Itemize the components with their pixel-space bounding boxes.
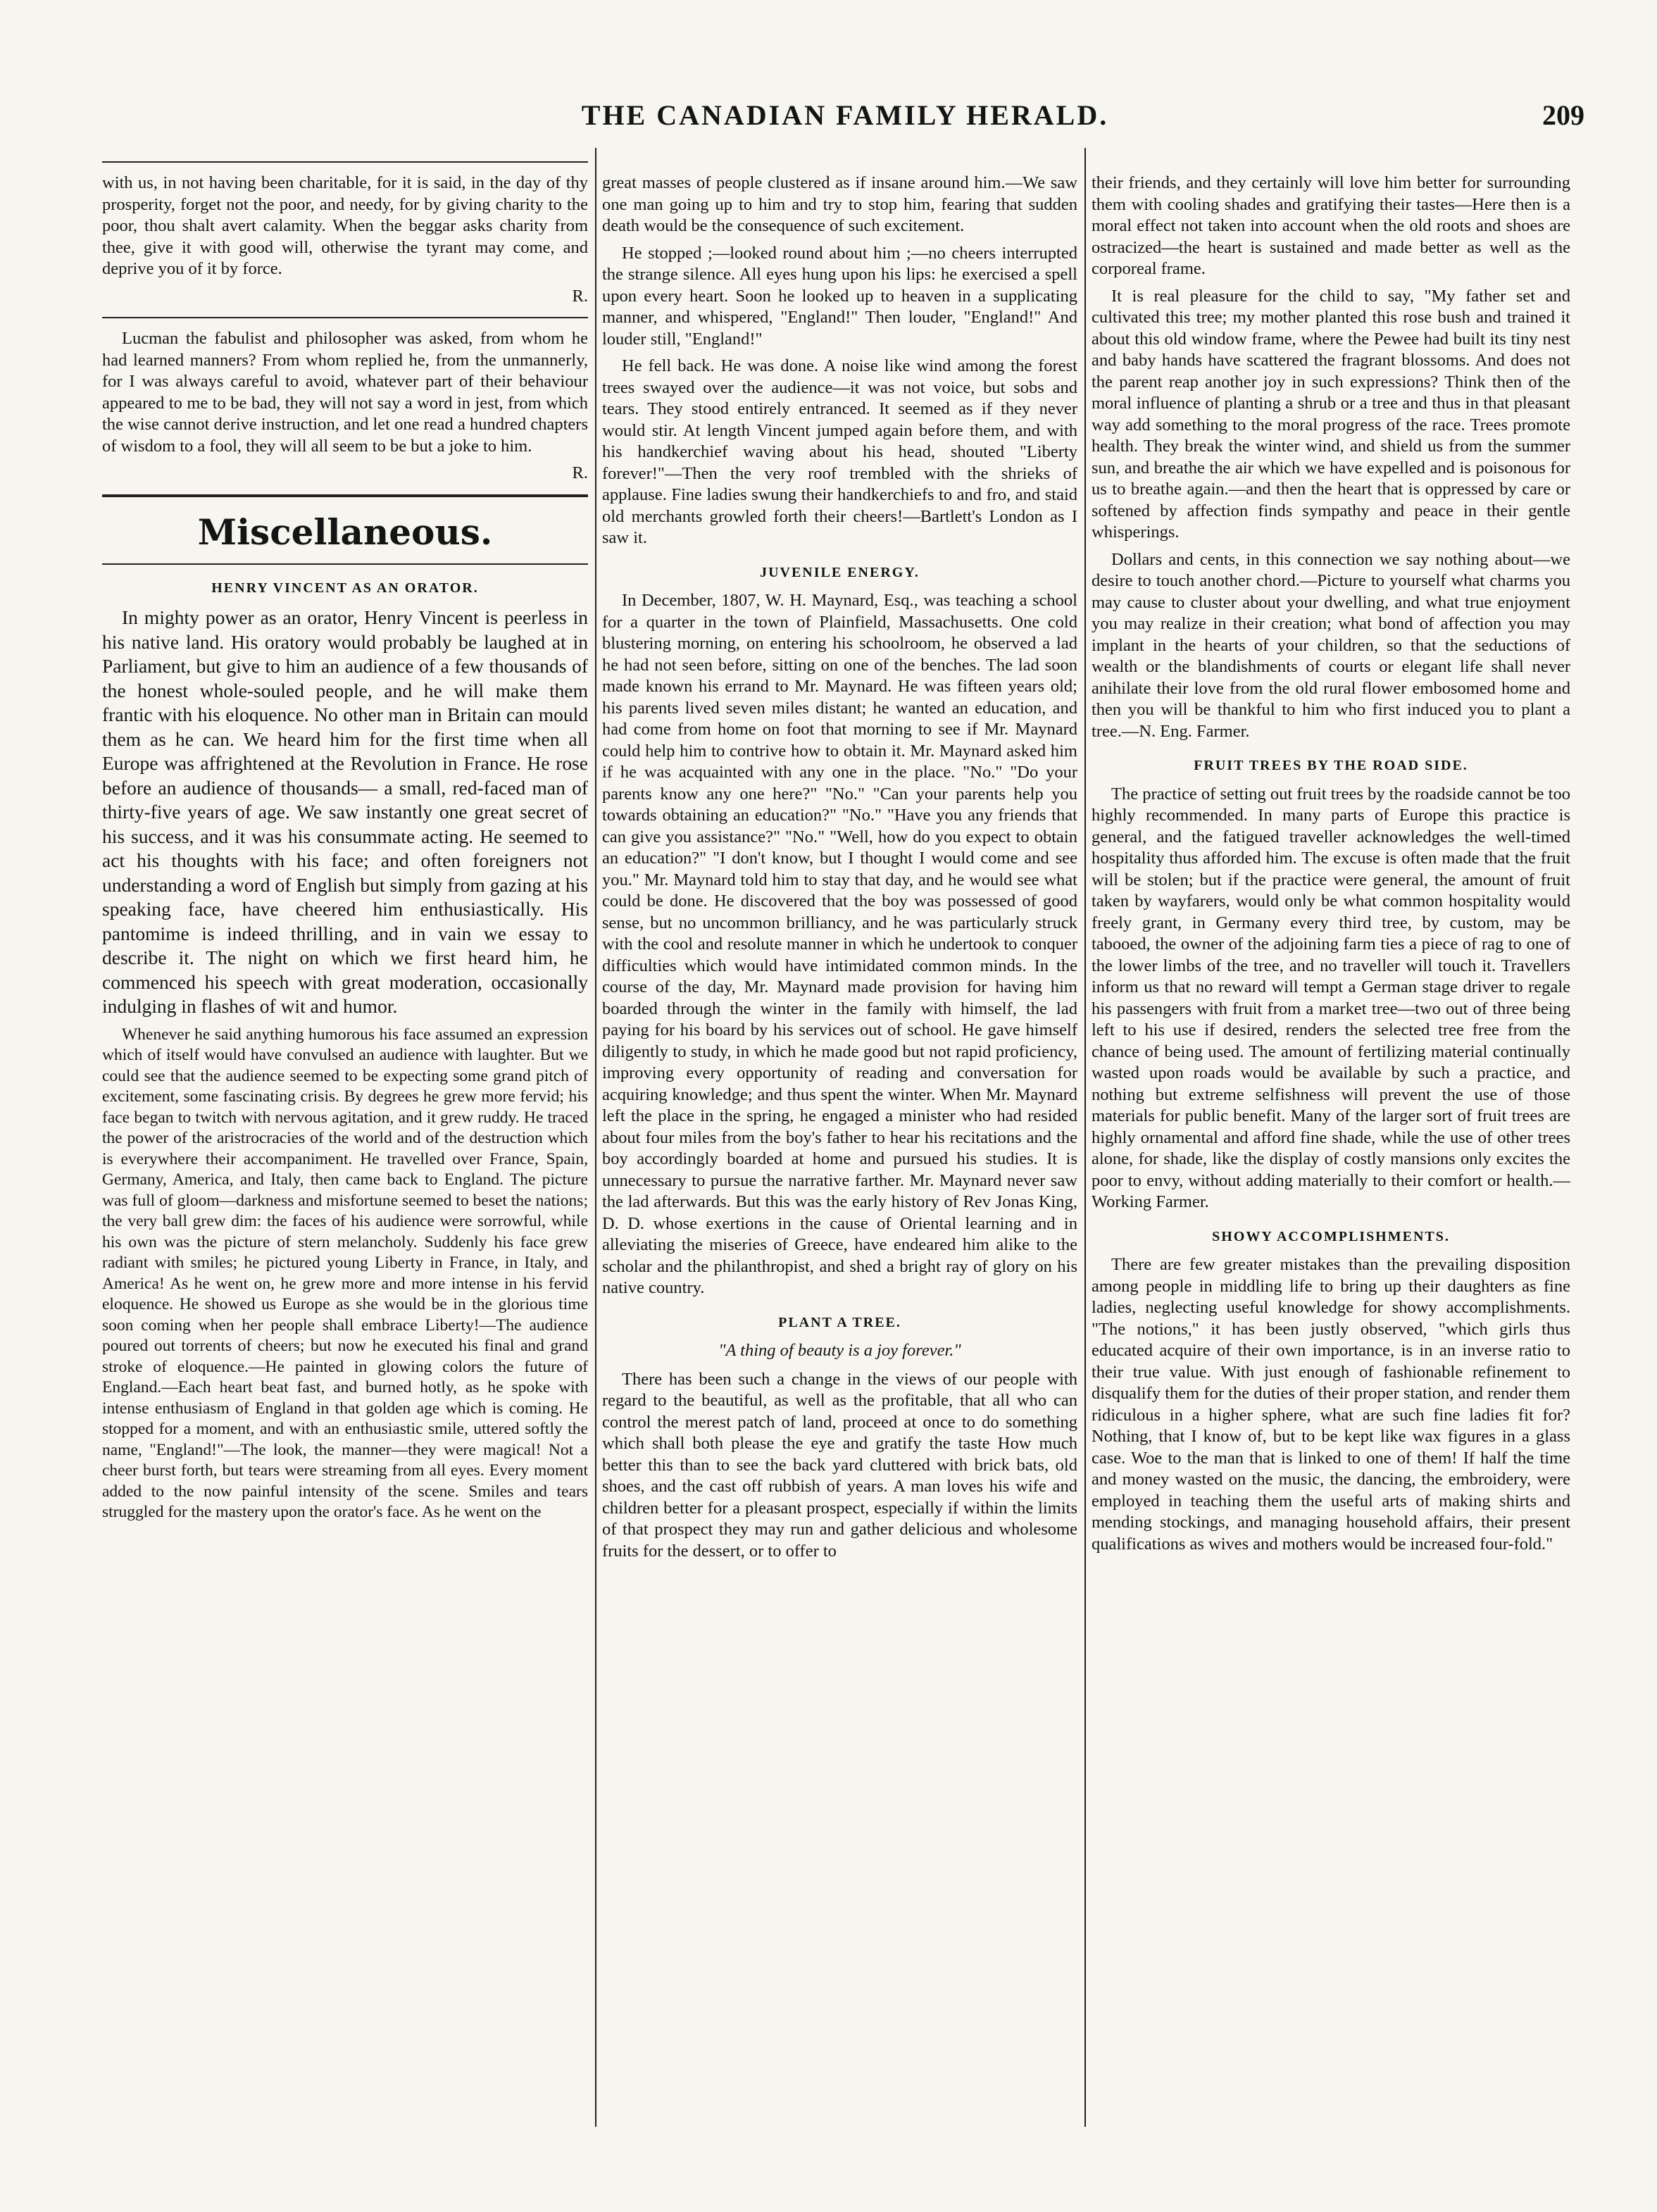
top-spacer	[1092, 161, 1570, 163]
article-title: FRUIT TREES BY THE ROAD SIDE.	[1194, 758, 1468, 773]
paragraph-tree-4: Dollars and cents, in this connection we say nothing about—we desire to touch another chord.—Picture to yourself what charms you may cause to cluster about your dwelling, and what true enjoyment you may realize in their creation; what bond of affection you may implant in the hearts of your children, so that the seductions of wealth or the blandishments of courts or elegant life shall never anihilate their love from the old rural flower embosomed home and then you will be thankful to him who first induced you to plant a tree.—N. Eng. Farmer.	[1092, 549, 1570, 741]
article-title: JUVENILE ENERGY.	[760, 564, 920, 580]
paragraph-juvenile-energy: In December, 1807, W. H. Maynard, Esq., was teaching a school for a quarter in the town of Plainfield, Massachusetts. One cold blustering morning, on entering his schoolroom, he observed a lad he had not seen before, sitting on one of the benches. The lad soon made known his errand to Mr. Maynard. He was fifteen years old; his parents lived seven miles distant; he wanted an education, and had come from home on foot that morning to see if Mr. Maynard could help him to contrive how to obtain it. Mr. Maynard asked him if he was acquainted with any one in the place. "No." "Do your parents know any one here?" "No." "Can your parents help you towards obtaining an education?" "No." "Have you any friends that can give you assistance?" "No." "Well, how do you expect to obtain an education?" "I don't know, but I thought I would come and see you." Mr. Maynard told him to stay that day, and he would see what could be done. He discovered that the boy was possessed of good sense, but no uncommon brilliancy, and he was particularly struck with the cool and resolute manner in which he undertook to conquer difficulties which would have intimidated common minds. In the course of the day, Mr. Maynard made provision for having him boarded through the winter in the family with himself, the lad paying for his board by his services out of school. He gave himself diligently to study, in which he made good but not rapid proficiency, improving every opportunity of reading and conversation for acquiring knowledge; and thus spent the winter. When Mr. Maynard left the place in the spring, he engaged a minister who had resided about four miles from the boy's father to hear his recitations and the boy accordingly boarded at home and pursued his studies. It is unnecessary to pursue the narrative farther. Mr. Maynard never saw the lad afterwards. But this was the early history of Rev Jonas King, D. D. whose exertions in the cause of Oriental learning and in alleviating the miseries of Greece, have endeared him alike to the scholar and the philanthropist, and shed a bright ray of glory on his native country.	[602, 591, 1077, 1297]
column-2	[602, 151, 1077, 2116]
page-number: 209	[1542, 99, 1584, 131]
author-signature: R.	[572, 286, 588, 306]
page-header	[106, 99, 1584, 141]
running-title: THE CANADIAN FAMILY HERALD.	[581, 99, 1109, 131]
paragraph-charity: with us, in not having been charitable, for it is said, in the day of thy prosperity, forget not the poor, and needy, for by giving charity to the poor, thou shalt avert calamity. When the beggar asks charity from thee, give it with good will, otherwise the tyrant may come, and deprive you of it by force.	[102, 173, 588, 278]
column-rule-1	[595, 148, 596, 2127]
author-signature: R.	[572, 463, 588, 482]
paragraph-showy-accomplishments: There are few greater mistakes than the prevailing disposition among people in middling life to bring up their daughters as fine ladies, neglecting useful knowledge for showy accomplishments. "The notions," it has been justly observed, "which girls thus educated acquire of their own importance, is in an inverse ratio to their true value. With just enough of fashionable refinement to disqualify them for the duties of their proper station, and render them ridiculous in a higher sphere, what are such fine ladies fit for? Nothing, that I know of, but to be kept like wax figures in a glass case. Woe to the man that is linked to one of them! If half the time and money wasted on the music, the dancing, the embroidery, were employed in teaching them the useful arts of making shirts and mending stockings, and managing household affairs, their present qualifications as wives and mothers would be increased four-fold."	[1092, 1255, 1570, 1554]
top-rule	[102, 161, 588, 163]
paragraph-tree-3: It is real pleasure for the child to say, "My father set and cultivated this tree; my mother planted this rose bush and trained it about this old window frame, where the Pewee had built its tiny nest and baby hands have scattered the fragrant blossoms. And does not the parent reap another joy in such expressions? Think then of the moral influence of planting a shrub or a tree and thus in that pleasant way add something to the moral progress of the race. Trees promote health. They break the winter wind, and shield us from the summer sun, and breathe the air which we have expelled and is poisonous for us to breathe again.—and then the heart that is oppressed by care or softened by affection finds sympathy and peace in their gentle whisperings.	[1092, 286, 1570, 542]
column-3	[1092, 151, 1570, 2116]
paragraph-vincent-5: He fell back. He was done. A noise like wind among the forest trees swayed over the audience—it was not voice, but sobs and tears. They stood entirely entranced. It seemed as if they never would stir. At length Vincent jumped again before them, and with his handkerchief waving about his head, shouted "Liberty forever!"—Then the very roof trembled with the shrieks of applause. Fine ladies swung their handkerchiefs to and fro, and staid old merchants growled forth their cheers!—Bartlett's London as I saw it.	[602, 356, 1077, 547]
paragraph-vincent-1: In mighty power as an orator, Henry Vincent is peerless in his native land. His oratory would probably be laughed at in Parliament, but give to him an audience of a few thousands of the honest whole-souled people, and he will make them frantic with his eloquence. No other man in Britain can mould them as he can. We heard him for the first time when all Europe was affrightened at the Revolution in France. He rose before an audience of thousands— a small, red-faced man of thirty-five years of age. We saw instantly one great secret of his success, and it was his consummate acting. He seemed to act his thoughts with his face; and often foreigners not understanding a word of English but simply from gazing at his speaking face, have cheered him enthusiastically. His pantomime is indeed thrilling, and in vain we essay to describe it. The night on which we first heard him, he commenced his speech with great moderation, occasionally indulging in flashes of wit and humor.	[102, 606, 588, 1017]
section-rule	[102, 494, 588, 497]
paragraph-plant-a-tree: There has been such a change in the views of our people with regard to the beautiful, as well as the profitable, that all who can control the merest patch of land, proceed at once to do something which shall both please the eye and gratify the taste How much better this than to see the back yard cluttered with brick bats, old shoes, and the cast off rubbish of years. A man loves his wife and children better for a pleasant prospect, especially if within the limits of that prospect they may run and gather delicious and wholesome fruits for the dessert, or to offer to	[602, 1369, 1077, 1561]
column-rule-2	[1084, 148, 1086, 2127]
paragraph-lucman: Lucman the fabulist and philosopher was asked, from whom he had learned manners? From whom replied he, from the unmannerly, for I was always careful to avoid, whatever part of their behaviour appeared to me to be bad, they will not say a word in jest, from which the wise cannot derive instruction, and let one read a hundred chapters of wisdom to a fool, they will all seem to be but a joke to him.	[102, 329, 588, 456]
section-rule	[102, 563, 588, 565]
paragraph-vincent-2: Whenever he said anything humorous his face assumed an expression which of itself would have convulsed an audience with laughter. But we could see that the audience seemed to be expecting some grand pitch of excitement, some fascinating crisis. By degrees he grew more fervid; his face began to twitch with nervous agitation, and it grew ruddy. He traced the power of the aristrocracies of the world and of the destruction which is everywhere their accompaniment. He travelled over France, Spain, Germany, America, and Italy, then came back to England. The picture was full of gloom—darkness and misfortune seemed to beset the nations; the very ball grew dim: the faces of his audience were sorrowful, while his own was the picture of stern melancholy. Suddenly his face grew radiant with smiles; he pictured young Liberty in France, in Italy, and America! As he went on, he grew more and more intense in his fervid eloquence. He showed us Europe as she would be in the glorious time soon coming when her people shall embrace Liberty!—The audience poured out torrents of cheers; but now he executed his final and grand stroke of eloquence.—He painted in glowing colors the future of England.—Each heart beat fast, and burned hotly, as he spoke with intense enthusiasm of England in that golden age which is coming. He stopped for a moment, and with an enthusiastic smile, uttered softly the name, "England!"—The look, the manner—they were magical! Not a cheer burst forth, but tears were streaming from all eyes. Every moment added to the now painful intensity of the scene. Smiles and tears struggled for the mastery upon the orator's face. As he went on the	[102, 1025, 588, 1521]
section-heading: Miscellaneous.	[197, 511, 493, 553]
paragraph-vincent-3: great masses of people clustered as if insane around him.—We saw one man going up to him and try to stop him, fearing that sudden death would be the consequence of such excitement.	[602, 173, 1077, 235]
article-title: HENRY VINCENT AS AN ORATOR.	[211, 580, 479, 596]
separator-rule	[102, 317, 588, 318]
top-spacer	[602, 161, 1077, 163]
epigraph: "A thing of beauty is a joy forever."	[718, 1341, 961, 1360]
paragraph-vincent-4: He stopped ;—looked round about him ;—no cheers interrupted the strange silence. All eyes hung upon his lips: he exercised a spell upon every heart. Soon he looked up to heaven in a supplicating manner, and whispered, "England!" Then louder, "England!" And louder still, "England!"	[602, 243, 1077, 349]
paragraph-fruit-trees: The practice of setting out fruit trees by the roadside cannot be too highly recommended. In many parts of Europe this practice is general, and the fatigued traveller acknowledges the well-timed hospitality thus afforded him. The excuse is often made that the fruit will be stolen; but if the practice were general, the amount of fruit taken by wayfarers, would only be what common hospitality would freely grant, in Germany every third tree, by custom, may be tabooed, the owner of the adjoining farm ties a piece of rag to one of the lower limbs of the tree, and no traveller will touch it. Travellers inform us that no reward will tempt a German stage driver to regale his passengers with fruit from a market tree—two out of three being left to his use if desired, renders the selected tree free from the chance of being used. The amount of fertilizing material continually wasted upon roads would be available by such a practice, and nothing but extreme selfishness will prevent the use of those materials for public benefit. Many of the larger sort of fruit trees are highly ornamental and afford fine shade, while the use of other trees alone, for shade, like the display of costly mansions only excites the poor to envy, without adding materially to their comfort or health.—Working Farmer.	[1092, 784, 1570, 1211]
article-title: PLANT A TREE.	[778, 1314, 901, 1330]
article-title: SHOWY ACCOMPLISHMENTS.	[1212, 1228, 1450, 1244]
paragraph-tree-2: their friends, and they certainly will love him better for surrounding them with cooling shades and gratifying their tastes—Here then is a moral effect not taken into account when the old roots and shoes are ostracized—the heart is sustained and made better as well as the corporeal frame.	[1092, 173, 1570, 278]
column-1	[102, 151, 588, 2116]
